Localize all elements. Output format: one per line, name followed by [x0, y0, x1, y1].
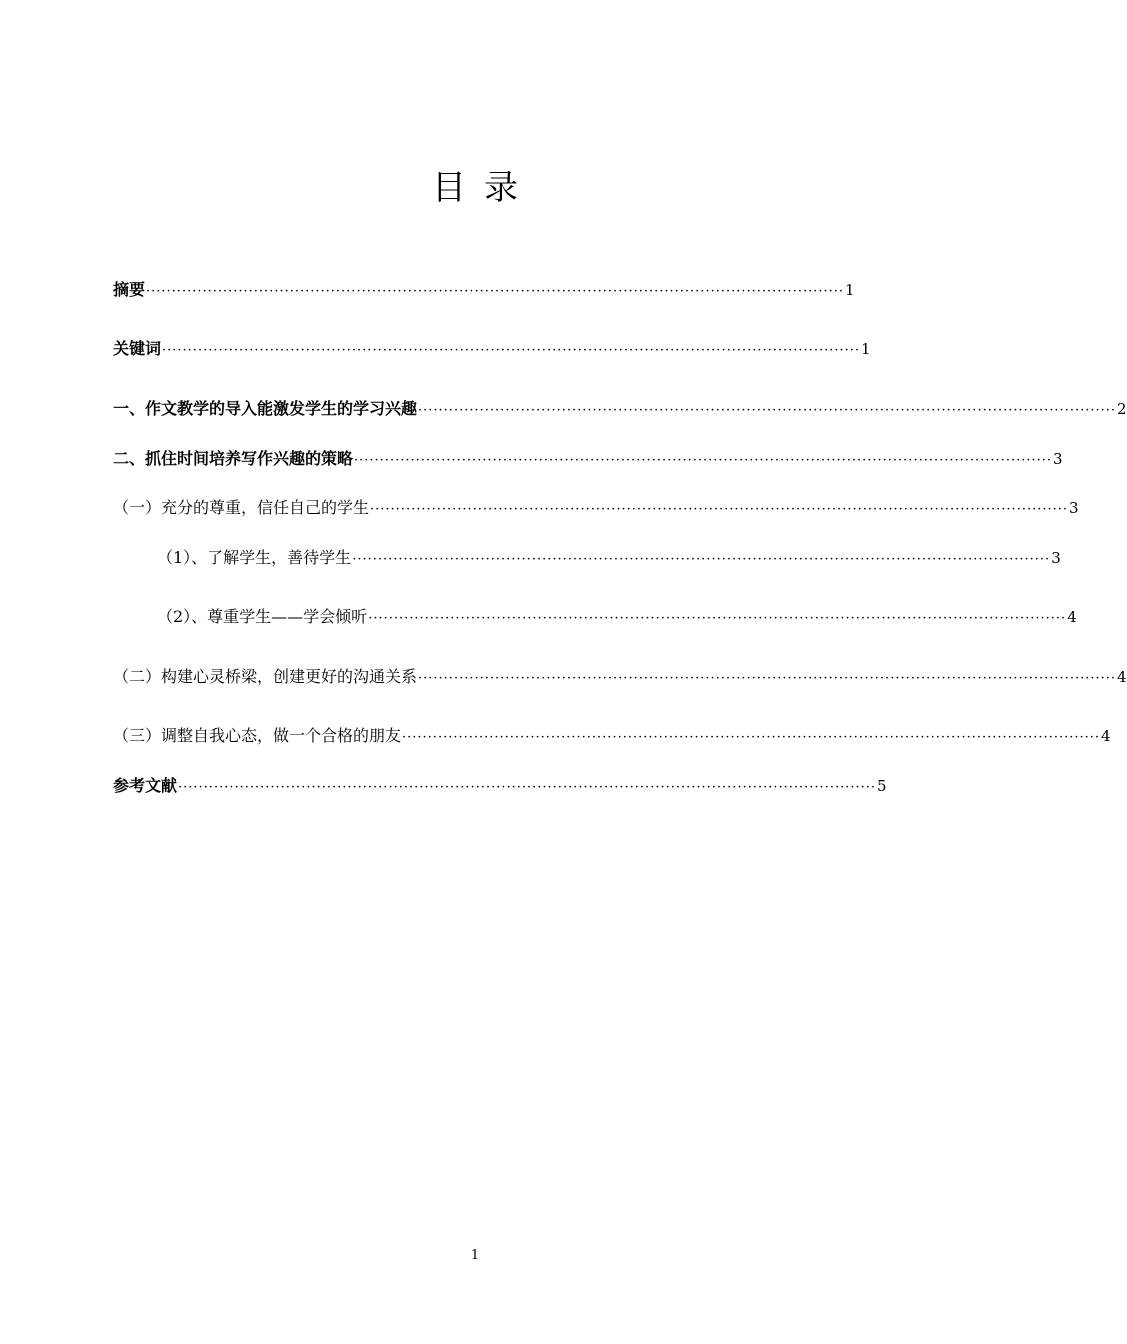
toc-page-number: 3: [1069, 499, 1079, 517]
toc-page-number: 3: [1053, 450, 1063, 468]
toc-page-number: 3: [1051, 549, 1061, 567]
toc-page-number: 4: [1067, 608, 1077, 626]
toc-page-number: 4: [1101, 727, 1111, 745]
toc-page-number: 1: [845, 281, 855, 299]
toc-entry-text: 摘要: [113, 280, 146, 299]
toc-entry-text: （2）、尊重学生——学会倾听: [157, 607, 368, 626]
toc-entry-text: （三）调整自我心态，做一个合格的朋友: [113, 726, 402, 745]
toc-entry[interactable]: [113, 447, 1063, 471]
toc-leader-dots: ········································································································································: [162, 343, 861, 358]
toc-entry-text: （二）构建心灵桥梁，创建更好的沟通关系: [113, 667, 418, 686]
toc-entry-text: （1）、了解学生，善待学生: [157, 548, 352, 567]
toc-entry-text: 二、抓住时间培养写作兴趣的策略: [113, 449, 354, 468]
toc-entry[interactable]: [113, 496, 1079, 520]
toc-entry[interactable]: [113, 397, 1127, 421]
page-title: 目录: [432, 168, 536, 208]
toc-entry[interactable]: [157, 546, 1061, 570]
toc-entry-text: 参考文献: [113, 776, 178, 795]
toc-leader-dots: ········································································································································: [370, 502, 1069, 517]
toc-entry[interactable]: [113, 724, 1111, 748]
toc-leader-dots: ········································································································································: [418, 671, 1117, 686]
toc-entry-text: 关键词: [113, 339, 162, 358]
toc-leader-dots: ········································································································································: [402, 730, 1101, 745]
toc-page-number: 4: [1117, 668, 1127, 686]
toc-entry[interactable]: [113, 774, 887, 798]
toc-leader-dots: ········································································································································: [368, 611, 1067, 626]
toc-page-number: 2: [1117, 400, 1127, 418]
footer-page-number: 1: [470, 1248, 480, 1263]
toc-entry-text: 一、作文教学的导入能激发学生的学习兴趣: [113, 399, 418, 418]
toc-leader-dots: ········································································································································: [354, 453, 1053, 468]
toc-entry[interactable]: [113, 278, 855, 302]
toc-page-number: 5: [877, 777, 887, 795]
toc-page-number: 1: [861, 340, 871, 358]
toc-entry-text: （一）充分的尊重，信任自己的学生: [113, 498, 370, 517]
toc-leader-dots: ········································································································································: [146, 284, 845, 299]
toc-entry[interactable]: [113, 665, 1127, 689]
toc-entry[interactable]: [157, 605, 1077, 629]
toc-leader-dots: ········································································································································: [418, 403, 1117, 418]
toc-entry[interactable]: [113, 337, 871, 361]
toc-leader-dots: ········································································································································: [352, 552, 1051, 567]
toc-leader-dots: ········································································································································: [178, 780, 877, 795]
